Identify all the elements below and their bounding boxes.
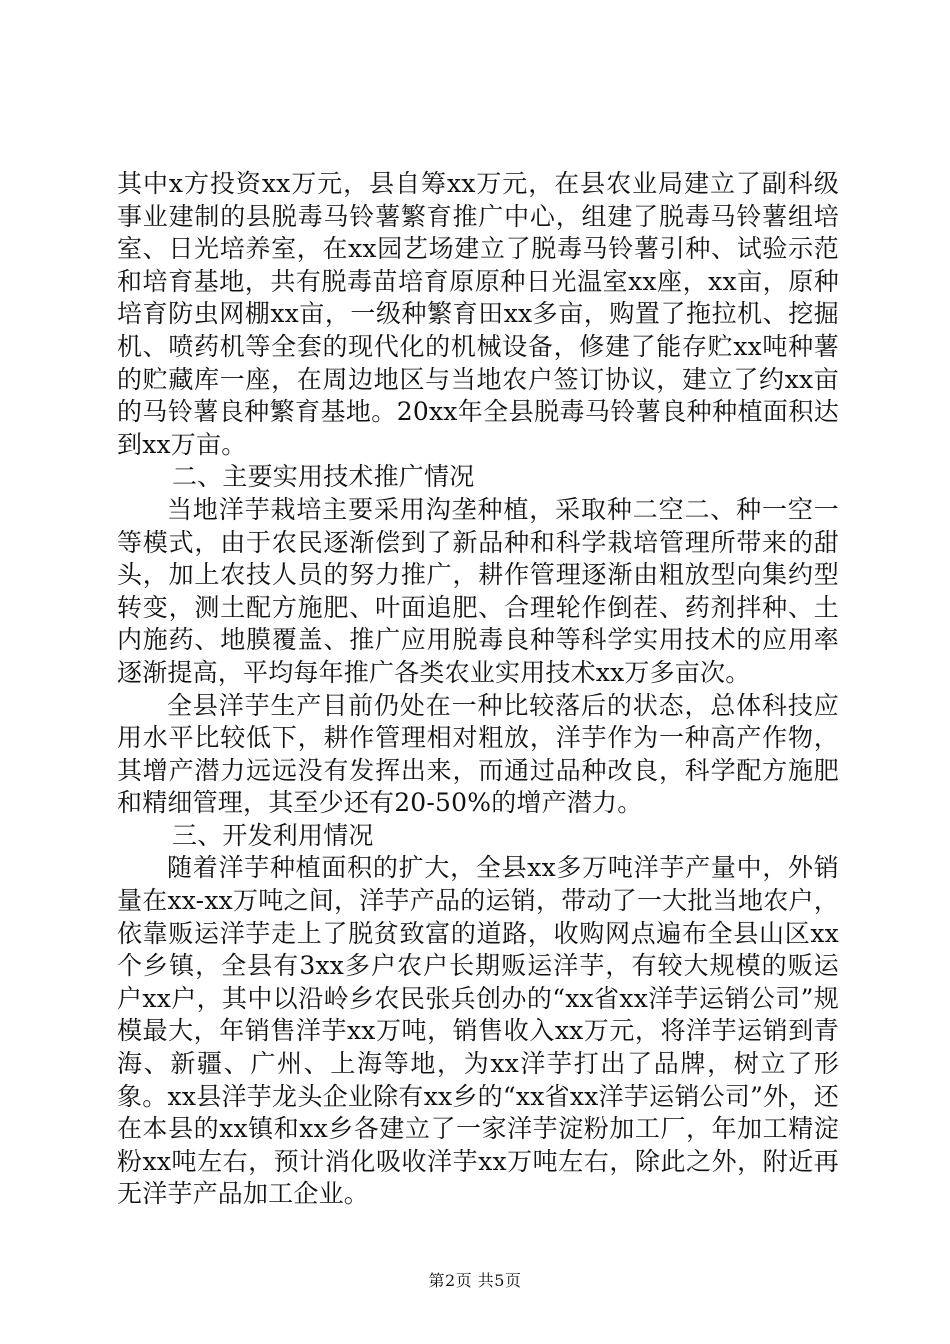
paragraph-continued: 其中x方投资xx万元，县自筹xx万元，在县农业局建立了副科级事业建制的县脱毒马铃薯繁育推广中心，组建了脱毒马铃薯组培室、日光培养室，在xx园艺场建立了脱毒马铃薯引种、试验示范和培育基地，共有脱毒苗培育原原种日光温室xx座，xx亩，原种培育防虫网棚xx亩，一级种繁育田xx多亩，购置了拖拉机、挖掘机、喷药机等全套的现代化的机械设备，修建了能存贮xx吨种薯的贮藏库一座，在周边地区与当地农户签订协议，建立了约xx亩的马铃薯良种繁育基地。20xx年全县脱毒马铃薯良种种植面积达到xx万亩。	[117, 169, 839, 459]
paragraph-production-status: 全县洋芋生产目前仍处在一种比较落后的状态，总体科技应用水平比较低下，耕作管理相对粗放，洋芋作为一种高产作物，其增产潜力远远没有发挥出来，而通过品种改良，科学配方施肥和精细管理，其至少还有20-50%的增产潜力。	[117, 690, 839, 818]
section-heading-2: 二、主要实用技术推广情况	[172, 462, 475, 492]
paragraph-development-use: 随着洋芋种植面积的扩大，全县xx多万吨洋芋产量中，外销量在xx-xx万吨之间，洋芋产品的运销，带动了一大批当地农户，依靠贩运洋芋走上了脱贫致富的道路，收购网点遍布全县山区xx个乡镇，全县有3xx多户农户长期贩运洋芋，有较大规模的贩运户xx户，其中以沿岭乡农民张兵创办的“xx省xx洋芋运销公司”规模最大，年销售洋芋xx万吨，销售收入xx万元，将洋芋运销到青海、新疆、广州、上海等地，为xx洋芋打出了品牌，树立了形象。xx县洋芋龙头企业除有xx乡的“xx省xx洋芋运销公司”外，还在本县的xx镇和xx乡各建立了一家洋芋淀粉加工厂，年加工精淀粉xx吨左右，预计消化吸收洋芋xx万吨左右，除此之外，附近再无洋芋产品加工企业。	[117, 853, 839, 1209]
section-heading-3: 三、开发利用情况	[172, 820, 374, 850]
document-body	[117, 168, 839, 1211]
page-number-footer: 第2页 共5页	[428, 1271, 522, 1290]
paragraph-tech-promotion: 当地洋芋栽培主要采用沟垄种植，采取种二空二、种一空一等模式，由于农民逐渐偿到了新品种和科学栽培管理所带来的甜头，加上农技人员的努力推广，耕作管理逐渐由粗放型向集约型转变，测土配方施肥、叶面追肥、合理轮作倒茬、药剂拌种、土内施药、地膜覆盖、推广应用脱毒良种等科学实用技术的应用率逐渐提高，平均每年推广各类农业实用技术xx万多亩次。	[117, 494, 839, 687]
